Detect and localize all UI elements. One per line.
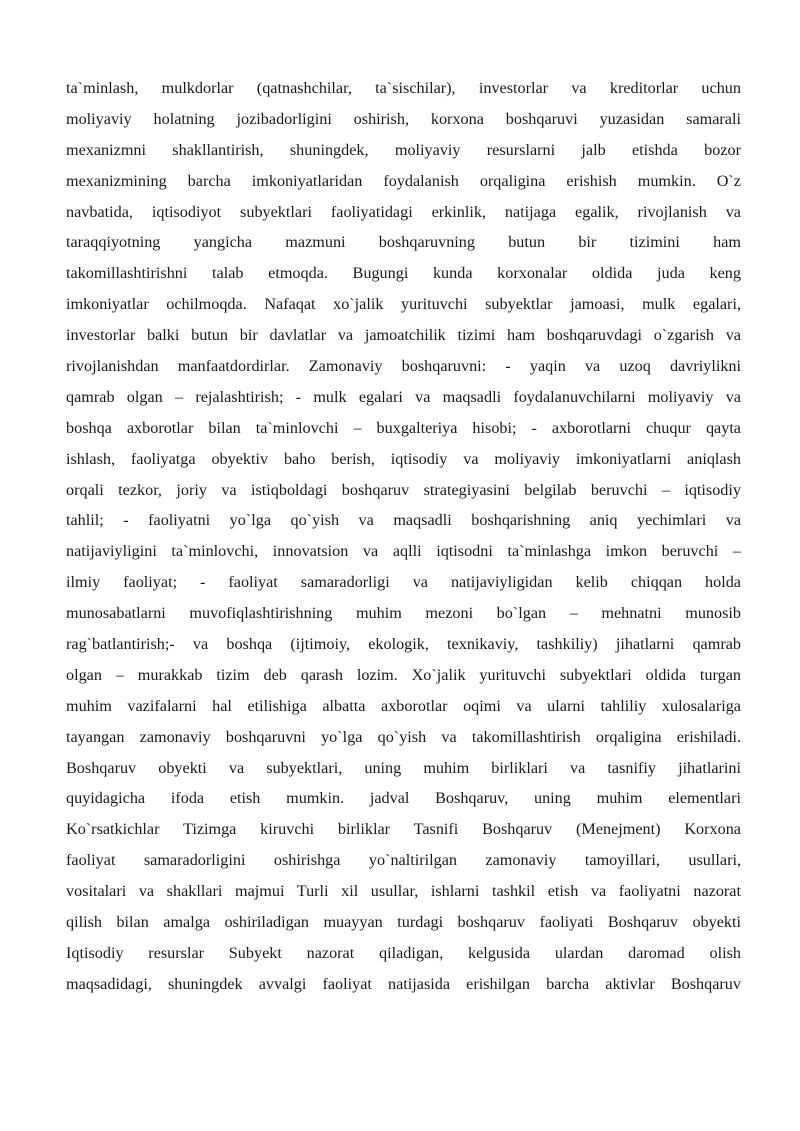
- text-line: quyidagicha ifoda etish mumkin. jadval Boshqaruv, uning muhim elementlari: [66, 789, 741, 808]
- text-line: olgan – murakkab tizim deb qarash lozim. Xo`jalik yurituvchi subyektlari oldida turgan: [66, 665, 741, 684]
- text-line: taraqqiyotning yangicha mazmuni boshqaruvning butun bir tizimini ham: [66, 233, 741, 252]
- text-line: Boshqaruv obyekti va subyektlari, uning muhim birliklari va tasnifiy jihatlarini: [66, 758, 741, 777]
- text-line: qilish bilan amalga oshiriladigan muayyan turdagi boshqaruv faoliyati Boshqaruv obyekti: [66, 913, 741, 932]
- text-line: muhim vazifalarni hal etilishiga albatta axborotlar oqimi va ularni tahliliy xulosalariga: [66, 696, 741, 715]
- text-line: tahlil; - faoliyatni yo`lga qo`yish va maqsadli boshqarishning aniq yechimlari va: [66, 511, 741, 530]
- text-line: navbatida, iqtisodiyot subyektlari faoliyatidagi erkinlik, natijaga egalik, rivojlanish va: [66, 202, 741, 221]
- text-line: investorlar balki butun bir davlatlar va jamoatchilik tizimi ham boshqaruvdagi o`zgarish va: [66, 326, 741, 345]
- text-line: ta`minlash, mulkdorlar (qatnashchilar, ta`sischilar), investorlar va kreditorlar uchun: [66, 79, 741, 97]
- body-text: [66, 73, 741, 1000]
- text-line: boshqa axborotlar bilan ta`minlovchi – buxgalteriya hisobi; - axborotlarni chuqur qayta: [66, 418, 741, 437]
- text-line: mexanizmining barcha imkoniyatlaridan foydalanish orqaligina erishish mumkin. O`z: [66, 171, 741, 190]
- text-line: Ko`rsatkichlar Tizimga kiruvchi birliklar Tasnifi Boshqaruv (Menejment) Korxona: [66, 820, 741, 839]
- text-line: ishlash, faoliyatga obyektiv baho berish, iqtisodiy va moliyaviy imkoniyatlarni aniqlash: [66, 449, 741, 468]
- text-line: vositalari va shakllari majmui Turli xil usullar, ishlarni tashkil etish va faoliyatni nazorat: [66, 882, 741, 901]
- text-line: Iqtisodiy resurslar Subyekt nazorat qiladigan, kelgusida ulardan daromad olish: [66, 943, 741, 962]
- text-line: moliyaviy holatning jozibadorligini oshirish, korxona boshqaruvi yuzasidan samarali: [66, 109, 741, 128]
- text-line: maqsadidagi, shuningdek avvalgi faoliyat natijasida erishilgan barcha aktivlar Boshqaruv: [66, 974, 741, 993]
- text-line: natijaviyligini ta`minlovchi, innovatsion va aqlli iqtisodni ta`minlashga imkon beruvchi –: [66, 542, 741, 561]
- text-line: rivojlanishdan manfaatdordirlar. Zamonaviy boshqaruvni: - yaqin va uzoq davriylikni: [66, 357, 741, 376]
- text-line: mexanizmni shakllantirish, shuningdek, moliyaviy resurslarni jalb etishda bozor: [66, 140, 741, 159]
- text-line: qamrab olgan – rejalashtirish; - mulk egalari va maqsadli foydalanuvchilarni moliyaviy va: [66, 387, 741, 406]
- text-line: takomillashtirishni talab etmoqda. Bugungi kunda korxonalar oldida juda keng: [66, 264, 741, 283]
- text-line: imkoniyatlar ochilmoqda. Nafaqat xo`jalik yurituvchi subyektlar jamoasi, mulk egalari,: [66, 295, 741, 314]
- text-line: faoliyat samaradorligini oshirishga yo`naltirilgan zamonaviy tamoyillari, usullari,: [66, 851, 741, 870]
- text-line: ilmiy faoliyat; - faoliyat samaradorligi va natijaviyligidan kelib chiqqan holda: [66, 573, 741, 592]
- text-line: rag`batlantirish;- va boshqa (ijtimoiy, ekologik, texnikaviy, tashkiliy) jihatlarni qamrab: [66, 635, 741, 654]
- text-line: tayangan zamonaviy boshqaruvni yo`lga qo`yish va takomillashtirish orqaligina erishiladi.: [66, 727, 741, 746]
- text-line: orqali tezkor, joriy va istiqboldagi boshqaruv strategiyasini belgilab beruvchi – iqtisodiy: [66, 480, 741, 499]
- text-line: munosabatlarni muvofiqlashtirishning muhim mezoni bo`lgan – mehnatni munosib: [66, 604, 741, 623]
